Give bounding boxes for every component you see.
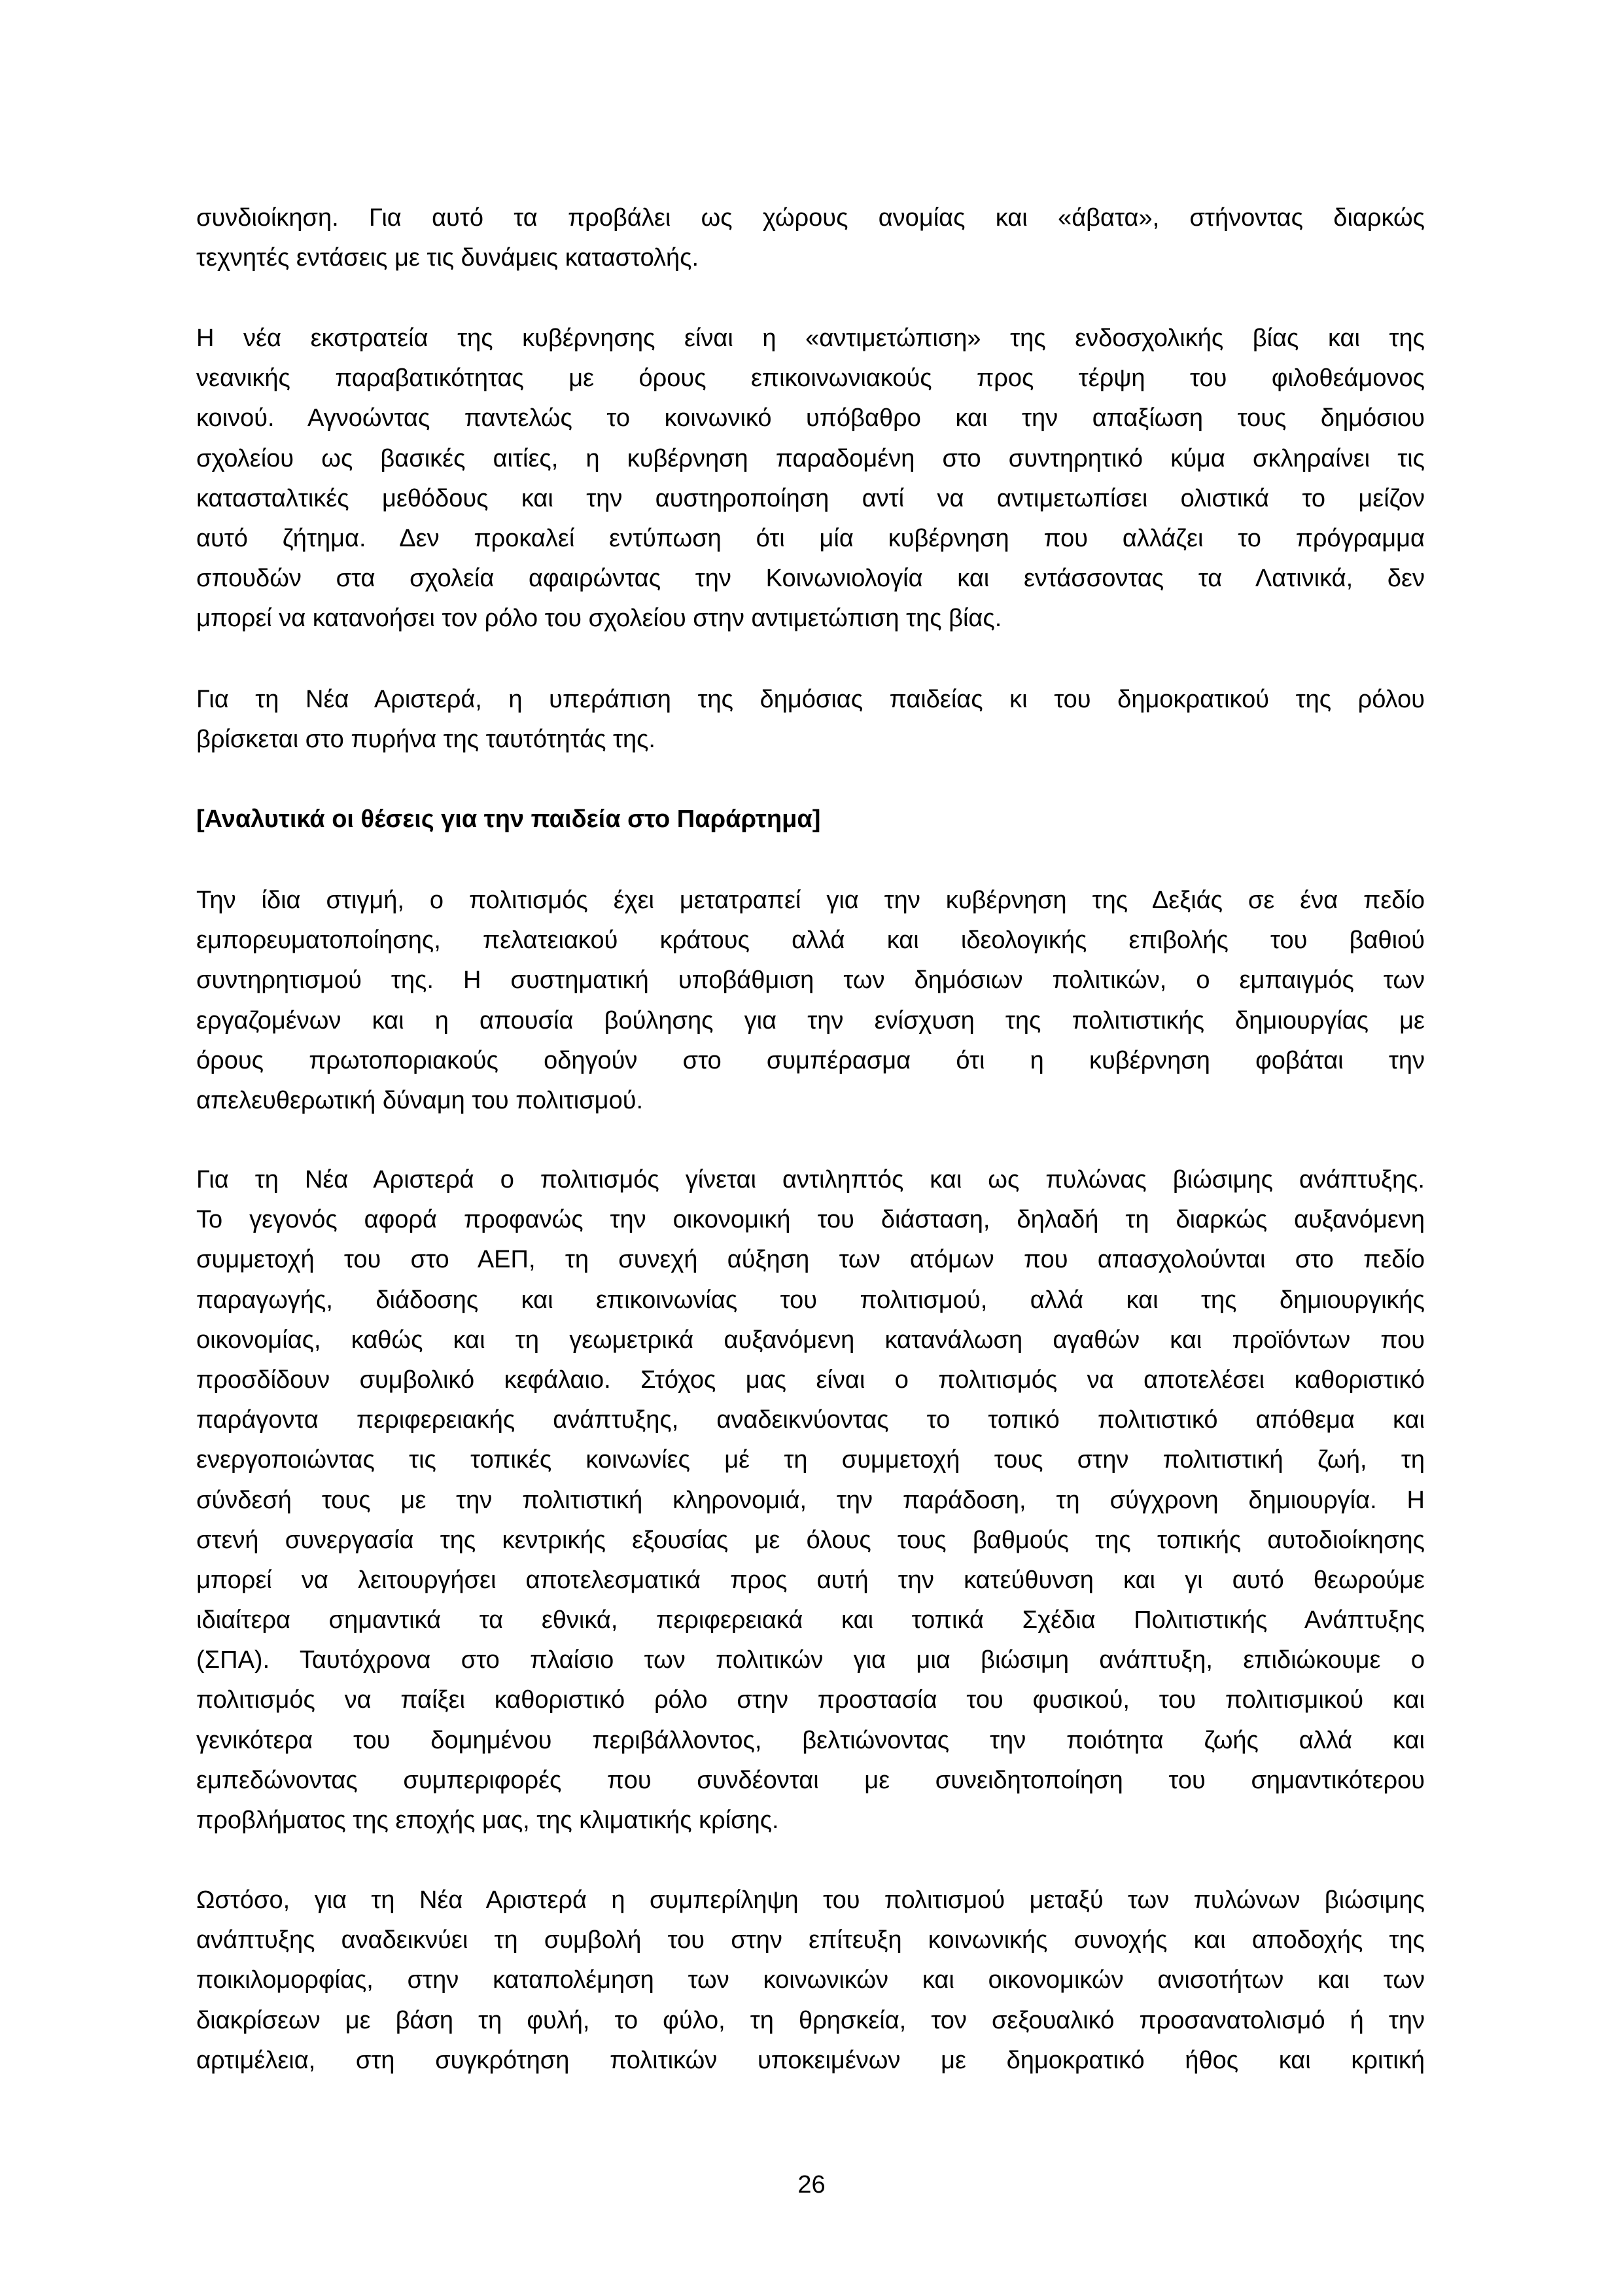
text-line: προβλήματος της εποχής μας, της κλιματικής κρίσης. (196, 1807, 779, 1834)
paragraph-6 (196, 1881, 1425, 2081)
text-line: παραγωγής, διάδοσης και επικοινωνίας του πολιτισμού, αλλά και της δημιουργικής (196, 1286, 1425, 1314)
text-line: συνδιοίκηση. Για αυτό τα προβάλει ως χώρους ανομίας και «άβατα», στήνοντας διαρκώς (196, 204, 1425, 232)
text-line: συμμετοχή του στο ΑΕΠ, τη συνεχή αύξηση των ατόμων που απασχολούνται στο πεδίο (196, 1246, 1425, 1274)
text-line: μπορεί να κατανοήσει τον ρόλο του σχολείου στην αντιμετώπιση της βίας. (196, 605, 1002, 633)
text-line: νεανικής παραβατικότητας με όρους επικοινωνιακούς προς τέρψη του φιλοθεάμονος (196, 364, 1425, 393)
text-line: διακρίσεων με βάση τη φυλή, το φύλο, τη θρησκεία, τον σεξουαλικό προσανατολισμό ή την (196, 2006, 1425, 2034)
text-line: Ωστόσο, για τη Νέα Αριστερά η συμπερίληψη του πολιτισμού μεταξύ των πυλώνων βιώσιμης (196, 1886, 1425, 1914)
text-line: εμπεδώνοντας συμπεριφορές που συνδέονται με συνειδητοποίηση του σημαντικότερου (196, 1766, 1425, 1794)
text-line: τεχνητές εντάσεις με τις δυνάμεις καταστολής. (196, 244, 699, 272)
text-line: Το γεγονός αφορά προφανώς την οικονομική του διάσταση, δηλαδή τη διαρκώς αυξανόμενη (196, 1206, 1425, 1234)
text-line: όρους πρωτοποριακούς οδηγούν στο συμπέρασμα ότι η κυβέρνηση φοβάται την (196, 1046, 1425, 1074)
text-line: εργαζομένων και η απουσία βούλησης για την ενίσχυση της πολιτιστικής δημιουργίας με (196, 1006, 1425, 1034)
paragraph-5 (196, 1160, 1425, 1841)
text-line: μπορεί να λειτουργήσει αποτελεσματικά προς αυτή την κατεύθυνση και γι αυτό θεωρούμε (196, 1566, 1425, 1594)
text-line: (ΣΠΑ). Ταυτόχρονα στο πλαίσιο των πολιτικών για μια βιώσιμη ανάπτυξη, επιδιώκουμε ο (196, 1646, 1425, 1674)
heading-text: [Αναλυτικά οι θέσεις για την παιδεία στο Παράρτημα] (196, 805, 821, 833)
text-line: Η νέα εκστρατεία της κυβέρνησης είναι η «αντιμετώπιση» της ενδοσχολικής βίας και της (196, 325, 1425, 352)
page-number: 26 (797, 2171, 826, 2199)
section-heading (196, 800, 1425, 839)
text-line: αρτιμέλεια, στη συγκρότηση πολιτικών υποκειμένων με δημοκρατικό ήθος και κριτική (196, 2046, 1425, 2074)
paragraph-2 (196, 319, 1425, 639)
text-line: κοινού. Αγνοώντας παντελώς το κοινωνικό υπόβαθρο και την απαξίωση τους δημόσιου (196, 404, 1425, 433)
text-line: ποικιλομορφίας, στην καταπολέμηση των κοινωνικών και οικονομικών ανισοτήτων και των (196, 1966, 1425, 1994)
paragraph-1 (196, 198, 1425, 278)
text-line: βρίσκεται στο πυρήνα της ταυτότητάς της. (196, 726, 655, 754)
text-line: προσδίδουν συμβολικό κεφάλαιο. Στόχος μας είναι ο πολιτισμός να αποτελέσει καθοριστικό (196, 1366, 1425, 1394)
text-line: Για τη Νέα Αριστερά ο πολιτισμός γίνεται αντιληπτός και ως πυλώνας βιώσιμης ανάπτυξης. (196, 1166, 1425, 1193)
text-line: απελευθερωτική δύναμη του πολιτισμού. (196, 1086, 644, 1114)
text-line: εμπορευματοποίησης, πελατειακού κράτους αλλά και ιδεολογικής επιβολής του βαθιού (196, 927, 1425, 955)
text-line: κατασταλτικές μεθόδους και την αυστηροποίηση αντί να αντιμετωπίσει ολιστικά το μείζον (196, 484, 1425, 512)
text-line: σχολείου ως βασικές αιτίες, η κυβέρνηση παραδομένη στο συντηρητικό κύμα σκληραίνει τις (196, 444, 1425, 472)
paragraph-4 (196, 881, 1425, 1121)
text-line: πολιτισμός να παίξει καθοριστικό ρόλο στην προστασία του φυσικού, του πολιτισμικού και (196, 1686, 1425, 1714)
text-line: ιδιαίτερα σημαντικά τα εθνικά, περιφερειακά και τοπικά Σχέδια Πολιτιστικής Ανάπτυξης (196, 1606, 1425, 1634)
text-line: αυτό ζήτημα. Δεν προκαλεί εντύπωση ότι μία κυβέρνηση που αλλάζει το πρόγραμμα (196, 524, 1425, 552)
text-line: γενικότερα του δομημένου περιβάλλοντος, βελτιώνοντας την ποιότητα ζωής αλλά και (196, 1726, 1425, 1754)
text-line: παράγοντα περιφερειακής ανάπτυξης, αναδεικνύοντας το τοπικό πολιτιστικό απόθεμα και (196, 1406, 1425, 1434)
text-line: ανάπτυξης αναδεικνύει τη συμβολή του στην επίτευξη κοινωνικής συνοχής και αποδοχής της (196, 1926, 1425, 1954)
text-line: στενή συνεργασία της κεντρικής εξουσίας με όλους τους βαθμούς της τοπικής αυτοδιοίκησης (196, 1526, 1425, 1554)
text-line: οικονομίας, καθώς και τη γεωμετρικά αυξανόμενη κατανάλωση αγαθών και προϊόντων που (196, 1326, 1425, 1354)
paragraph-3 (196, 680, 1425, 760)
text-line: Για τη Νέα Αριστερά, η υπεράπιση της δημόσιας παιδείας κι του δημοκρατικού της ρόλου (196, 686, 1425, 713)
text-line: σπουδών στα σχολεία αφαιρώντας την Κοινωνιολογία και εντάσσοντας τα Λατινικά, δεν (196, 565, 1425, 593)
text-line: Την ίδια στιγμή, ο πολιτισμός έχει μετατραπεί για την κυβέρνηση της Δεξιάς σε ένα πεδίο (196, 887, 1425, 914)
text-line: συντηρητισμού της. Η συστηματική υποβάθμιση των δημόσιων πολιτικών, ο εμπαιγμός των (196, 966, 1425, 995)
text-line: σύνδεσή τους με την πολιτιστική κληρονομιά, την παράδοση, τη σύγχρονη δημιουργία. Η (196, 1486, 1425, 1514)
text-line: ενεργοποιώντας τις τοπικές κοινωνίες μέ τη συμμετοχή τους στην πολιτιστική ζωή, τη (196, 1446, 1425, 1474)
